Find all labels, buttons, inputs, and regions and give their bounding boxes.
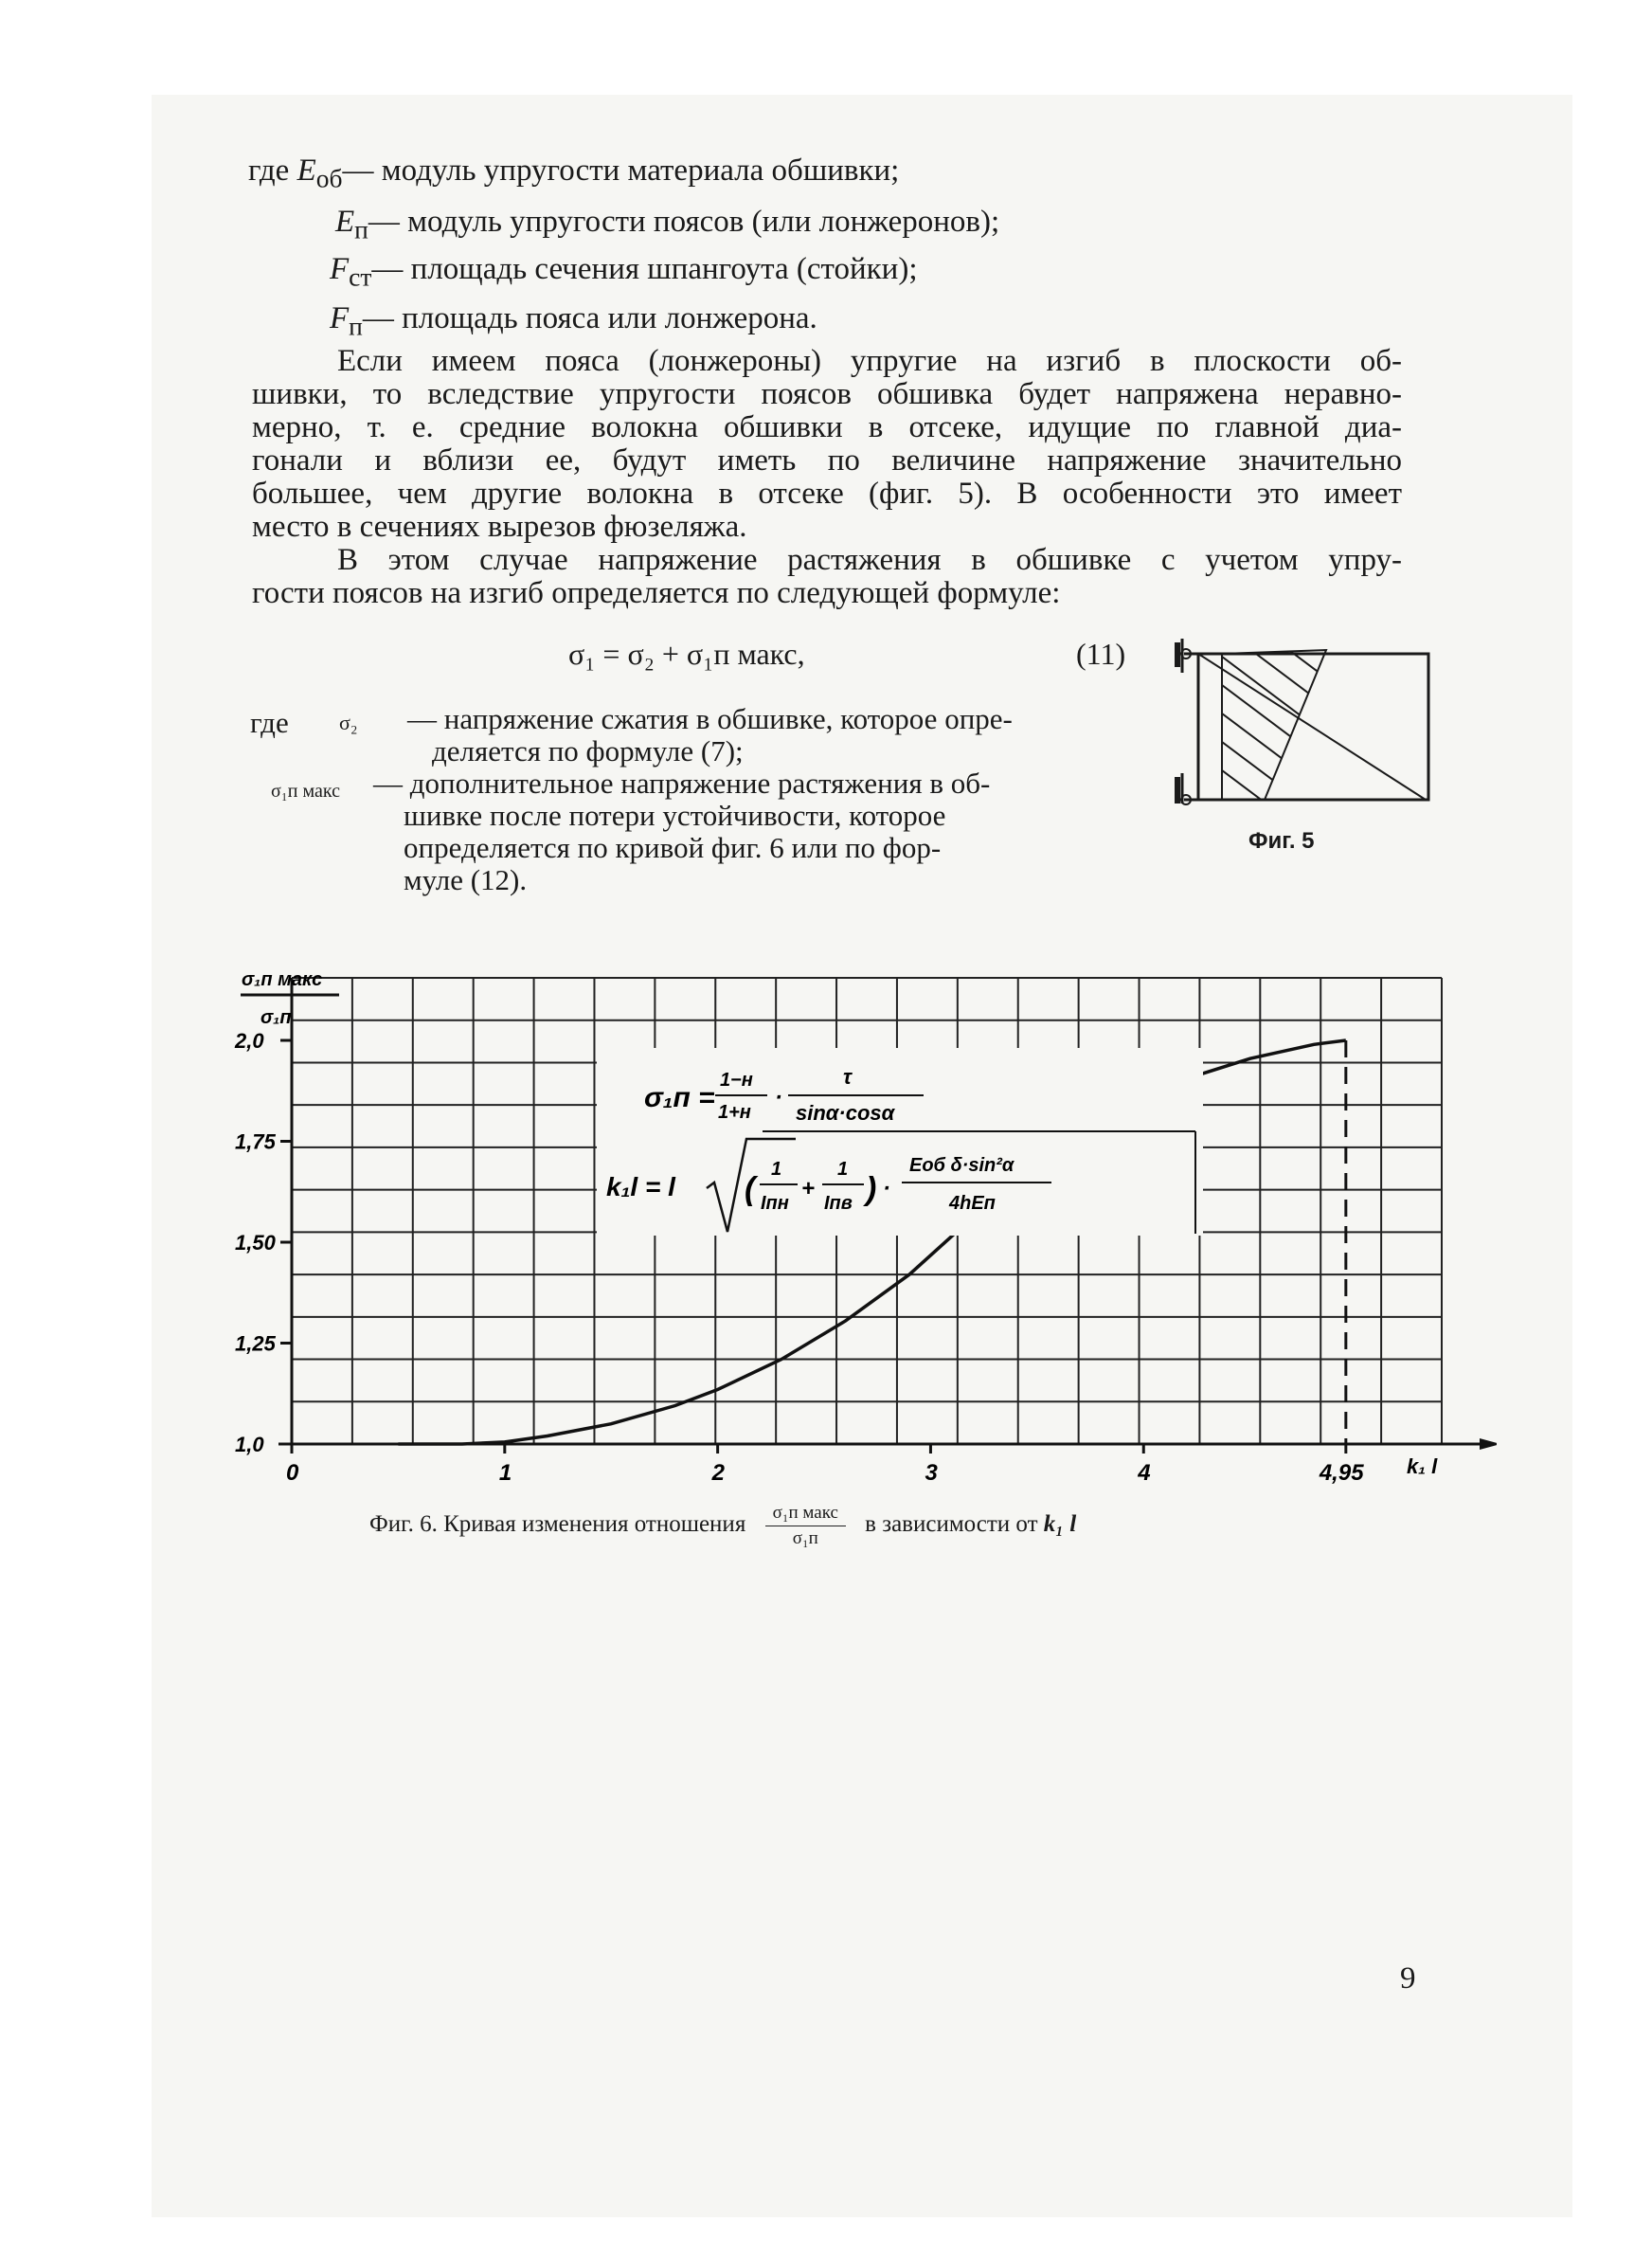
page-number: 9 [1400,1961,1416,1995]
where-symbol-2: σ₁п макс [271,781,340,802]
caption-prefix: Фиг. 6. Кривая изменения отношения [369,1511,746,1538]
formula-b-den: Iпв [824,1193,853,1214]
formula-b-num: 1 [837,1159,849,1180]
paren-close: ) [866,1171,877,1207]
where-symbol-1: σ₂ [339,711,358,734]
fig6-chart [227,957,1497,1497]
where-text-cont: шивке после потери устойчивости, которое [404,799,946,832]
where-text-cont: определяется по кривой фиг. 6 или по фор- [404,831,942,864]
wall-support-top [1175,642,1180,667]
def-prefix: где [248,153,290,188]
def-symbol: E [296,153,316,188]
where-text: — напряжение сжатия в обшивке, которое опре- [407,702,1013,735]
fig5-diagram [1165,633,1440,813]
where-prefix: где [250,706,289,739]
caption-var: k₁ l [1043,1511,1077,1538]
equation-lhs: σ₁ [568,637,596,671]
formula-f2-den: sinα·cosα [796,1101,895,1125]
def-symbol: F [330,252,350,286]
y-tick-label: 1,75 [235,1129,276,1154]
x-tick-label: 2 [711,1460,725,1486]
y-tick-label: 1,0 [235,1433,264,1456]
equation-number: (11) [1076,637,1126,671]
caption-frac-num: σ₁п макс [765,1503,846,1526]
def-symbol: E [335,205,355,239]
y-tick-label: 1,25 [235,1331,276,1356]
where-item-1 [407,703,1127,767]
formula-a-num: 1 [771,1159,782,1180]
equation-11 [568,637,805,672]
formula-dot-2: · [883,1176,890,1201]
def-sub: п [354,214,368,244]
def-text: — площадь сечения шпангоута (стойки); [371,252,918,286]
paragraph-1 [252,345,1402,544]
fig5-caption: Фиг. 5 [1248,828,1315,854]
where-item-2 [373,767,1131,896]
wall-support-bottom [1175,777,1180,803]
formula-f1-den: 1+н [718,1102,751,1123]
def-text: — площадь пояса или лонжерона. [362,301,817,335]
paragraph-line: мерно, т. е. средние волокна обшивки в отсеке, идущие по главной диа- [252,410,1402,444]
x-tick-label: 3 [925,1460,938,1486]
x-tick-label: 4,95 [1319,1460,1364,1486]
def-sub: об [315,163,343,193]
y-axis-label-num: σ₁п макс [242,969,323,990]
plus-sign: + [801,1176,816,1201]
formula-dot: · [775,1085,782,1110]
x-axis-arrow [1480,1438,1497,1450]
definition-line-1 [248,152,899,198]
where-text-cont: муле (12). [404,863,528,896]
paren-open: ( [745,1171,756,1207]
x-tick-label: 4 [1138,1460,1151,1486]
paragraph-line: шивки, то вследствие упругости поясов обшивка будет напряжена неравно- [252,377,1402,411]
where-text: — дополнительное напряжение растяжения в об- [373,767,991,800]
x-tick-label: 1 [498,1460,512,1486]
paragraph-line: гости поясов на изгиб определяется по следующей формуле: [252,576,1061,610]
formula-line1-lhs: σ₁п = [644,1082,715,1113]
caption-frac-den: σ₁п [792,1528,818,1548]
fig5-hatching [1203,633,1355,813]
where-text-cont: деляется по формуле (7); [432,734,744,767]
formula-box [597,1048,1203,1236]
definition-line-2 [335,203,999,249]
paragraph-line: В этом случае напряжение растяжения в обшивке с учетом упру- [337,543,1402,577]
def-sub: ст [349,262,372,292]
formula-line2-lhs: k₁l = l [606,1172,675,1201]
caption-suffix: в зависимости от [865,1511,1038,1538]
def-symbol: F [330,301,350,335]
formula-a-den: Iпн [761,1193,789,1214]
formula-c-den: 4hEп [949,1193,996,1214]
formula-c-num: Eоб δ·sin²α [909,1155,1015,1176]
def-sub: п [349,311,363,341]
paragraph-line: место в сечениях вырезов фюзеляжа. [252,510,747,544]
x-axis-label: k₁ l [1407,1454,1438,1478]
y-tick-label: 2,0 [235,1029,264,1053]
definition-line-3 [330,250,918,297]
paragraph-line: большее, чем другие волокна в отсеке (фиг. 5). В особенности это имеет [252,477,1402,511]
formula-f1-num: 1−н [720,1070,753,1091]
formula-f2-num: τ [843,1065,852,1089]
fig6-caption [369,1503,1076,1549]
equation-rhs: = σ₂ + σ₁п макс, [602,637,805,671]
paragraph-line: Если имеем пояса (лонжероны) упругие на изгиб в плоскости об- [337,344,1402,378]
x-tick-label: 0 [286,1460,299,1486]
caption-fraction [765,1503,846,1549]
y-tick-label: 1,50 [235,1231,276,1255]
def-text: — модуль упругости материала обшивки; [342,153,900,188]
paragraph-2 [252,544,1402,610]
def-text: — модуль упругости поясов (или лонжеронов); [368,205,1000,239]
paragraph-line: гонали и вблизи ее, будут иметь по величине напряжение значительно [252,443,1402,478]
definition-line-4 [330,299,817,346]
y-axis-label-den: σ₁п [260,1007,292,1028]
